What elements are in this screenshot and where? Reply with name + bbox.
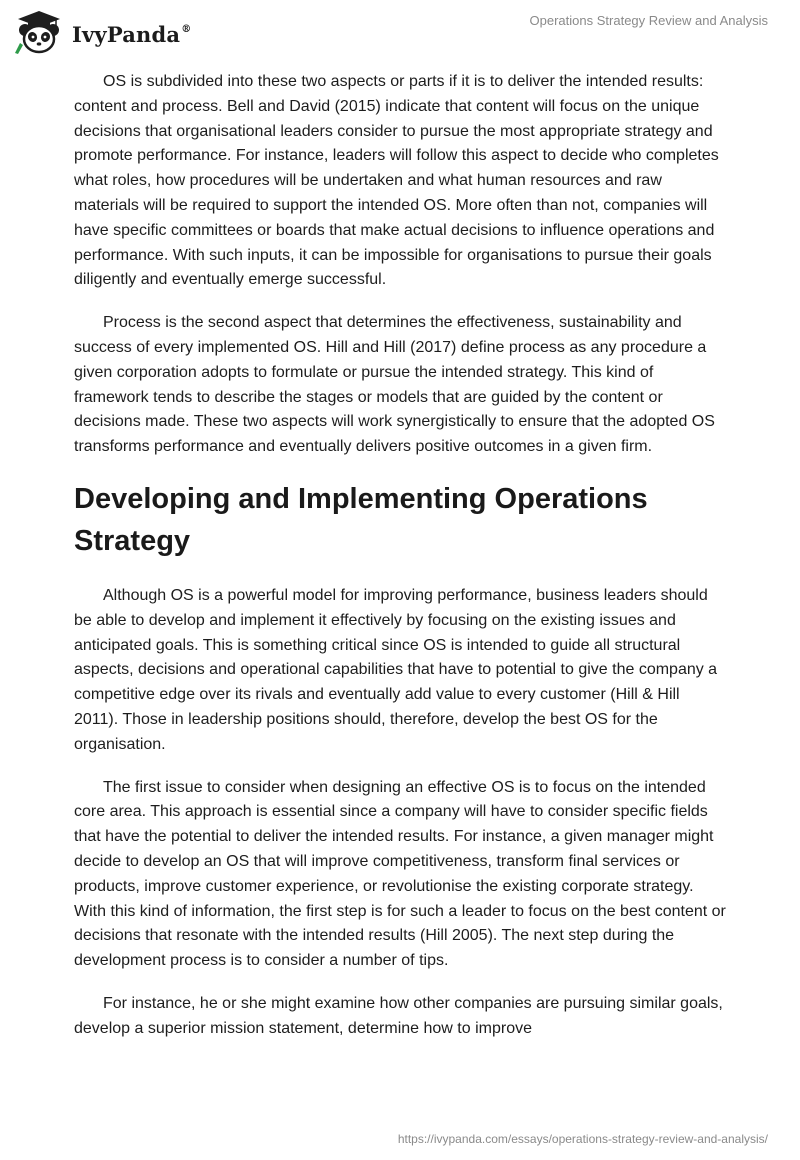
ivypanda-logo[interactable] bbox=[14, 8, 191, 56]
footer-url[interactable]: https://ivypanda.com/essays/operations-strategy-review-and-analysis/ bbox=[397, 1132, 768, 1146]
document-title: Operations Strategy Review and Analysis bbox=[529, 13, 768, 28]
paragraph: The first issue to consider when designing an effective OS is to focus on the intended core area. This approach is essential since a company will have to consider specific fields that have the potential to deliver the intended results. For instance, a given manager might decide to develop an OS that will improve competitiveness, transform final services or products, improve customer experience, or revolutionise the existing corporate strategy. With this kind of information, the first step is for such a leader to focus on the best content or decisions that resonate with the intended results (Hill 2005). The next step during the development process is to consider a number of tips. bbox=[74, 778, 726, 970]
page-header bbox=[0, 0, 800, 64]
essay-content bbox=[74, 70, 726, 1060]
paragraph: For instance, he or she might examine how other companies are pursuing similar goals, develop a superior mission statement, determine how to improve bbox=[74, 994, 723, 1037]
section-heading: Developing and Implementing Operations Strategy bbox=[74, 482, 648, 557]
panda-graduate-icon bbox=[14, 9, 64, 55]
brand-name: IvyPanda® bbox=[72, 21, 192, 47]
paragraph: Process is the second aspect that determines the effectiveness, sustainability and success of every implemented OS. Hill and Hill (2017) define process as any procedure a given corporation adopts to formulate or pursue the intended strategy. This kind of framework tends to describe the stages or models that are guided by the content or decisions made. These two aspects will work synergistically to ensure that the adopted OS transforms performance and eventually delivers positive outcomes in a given firm. bbox=[74, 314, 715, 456]
paragraph: Although OS is a powerful model for improving performance, business leaders should be able to develop and implement it effectively by focusing on the existing issues and anticipated goals. This is something critical since OS is intended to guide all structural aspects, decisions and operational capabilities that have to potential to give the company a competitive edge over its rivals and eventually add value to every customer (Hill & Hill 2011). Those in leadership positions should, therefore, develop the best OS for the organisation. bbox=[74, 586, 718, 753]
paragraph: OS is subdivided into these two aspects or parts if it is to deliver the intended results: content and process. Bell and David (2015) indicate that content will focus on the unique decisions that organisational leaders consider to pursue the most appropriate strategy and promote performance. For instance, leaders will follow this aspect to decide who completes what roles, how procedures will be undertaken and what human resources and raw materials will be required to support the intended OS. More often than not, companies will have specific committees or boards that make actual decisions to influence operations and performance. With such inputs, it can be impossible for organisations to pursue their goals diligently and eventually emerge successful. bbox=[74, 73, 719, 289]
